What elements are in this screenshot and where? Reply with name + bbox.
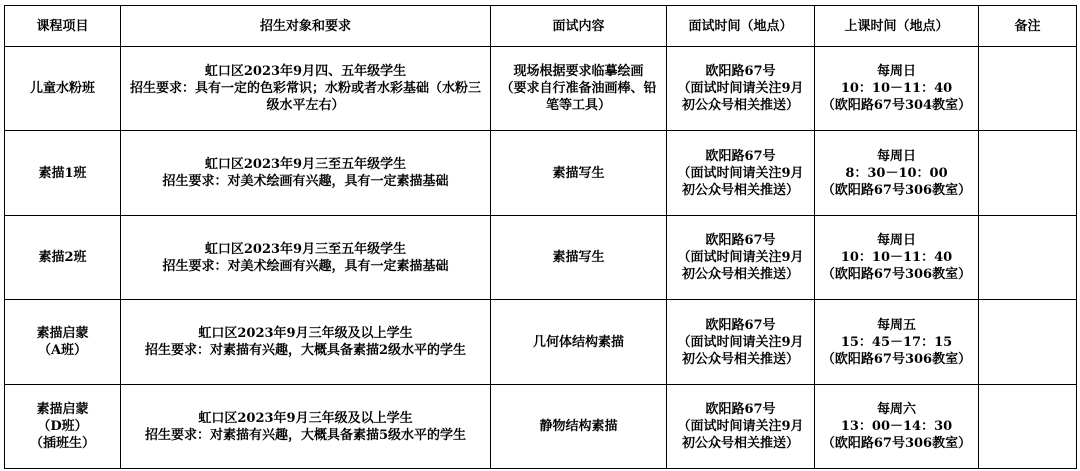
cell-class-time <box>815 47 979 131</box>
header-class-time: 上课时间（地点） <box>815 6 979 47</box>
interview-line: （要求自行准备油画棒、铅笔等工具） <box>500 81 657 113</box>
cell-class-time <box>815 216 979 300</box>
target-line: 虹口区2023年9月三年级及以上学生 <box>198 410 413 426</box>
cell-course <box>5 300 121 385</box>
cell-interview <box>491 300 667 385</box>
target-line: 虹口区2023年9月四、五年级学生 <box>204 64 407 79</box>
course-name: 素描1班 <box>38 165 87 181</box>
target-line: 虹口区2023年9月三至五年级学生 <box>204 241 407 257</box>
target-requirement: 招生要求：对美术绘画有兴趣，具有一定素描基础 <box>162 174 449 189</box>
interview-location: 欧阳路67号 <box>705 64 776 79</box>
target-requirement: 招生要求：对美术绘画有兴趣，具有一定素描基础 <box>162 258 449 274</box>
class-hours: 15：45－17：15 <box>840 334 953 350</box>
cell-note <box>979 47 1077 131</box>
class-room: （欧阳路67号306教室） <box>821 436 972 451</box>
table-row <box>5 216 1077 300</box>
course-name: 素描2班 <box>38 250 87 265</box>
header-interview-time: 面试时间（地点） <box>667 6 815 47</box>
cell-interview-time <box>667 385 815 469</box>
interview-line: 素描写生 <box>552 250 605 265</box>
class-day: 每周日 <box>876 148 916 164</box>
enrollment-table <box>4 5 1077 469</box>
cell-interview <box>491 216 667 300</box>
cell-course <box>5 131 121 216</box>
interview-time-note: （面试时间请关注9月初公众号相关推送） <box>677 419 804 451</box>
course-class: （D班） <box>37 419 88 434</box>
cell-note <box>979 131 1077 216</box>
cell-interview <box>491 131 667 216</box>
interview-line: 静物结构素描 <box>539 419 618 434</box>
interview-time-note: （面试时间请关注9月初公众号相关推送） <box>677 81 804 113</box>
interview-location: 欧阳路67号 <box>705 233 776 248</box>
cell-note <box>979 216 1077 300</box>
course-name: 儿童水粉班 <box>29 81 95 96</box>
cell-interview <box>491 47 667 131</box>
header-note: 备注 <box>979 6 1077 47</box>
table-row <box>5 385 1077 469</box>
cell-course <box>5 216 121 300</box>
header-interview: 面试内容 <box>491 6 667 47</box>
cell-interview <box>491 385 667 469</box>
cell-target <box>121 300 491 385</box>
course-extra: （插班生） <box>29 436 95 451</box>
cell-target <box>121 131 491 216</box>
target-requirement: 招生要求：具有一定的色彩常识；水粉或者水彩基础（水粉三级水平左右） <box>129 81 481 113</box>
header-target: 招生对象和要求 <box>121 6 491 47</box>
cell-interview-time <box>667 216 815 300</box>
class-hours: 8：30－10：00 <box>845 165 948 181</box>
cell-course <box>5 385 121 469</box>
class-day: 每周日 <box>876 64 916 79</box>
class-room: （欧阳路67号306教室） <box>821 267 972 282</box>
cell-note <box>979 385 1077 469</box>
header-row <box>5 6 1077 47</box>
interview-time-note: （面试时间请关注9月初公众号相关推送） <box>677 165 804 198</box>
cell-interview-time <box>667 131 815 216</box>
cell-course <box>5 47 121 131</box>
class-day: 每周六 <box>876 402 916 417</box>
class-room: （欧阳路67号304教室） <box>821 98 972 113</box>
interview-location: 欧阳路67号 <box>705 148 776 164</box>
interview-line: 现场根据要求临摹绘画 <box>513 64 644 79</box>
cell-interview-time <box>667 300 815 385</box>
class-day: 每周五 <box>876 317 916 333</box>
target-requirement: 招生要求：对素描有兴趣，大概具备素描2级水平的学生 <box>144 343 467 358</box>
course-name: 素描启蒙 <box>36 402 89 417</box>
cell-class-time <box>815 385 979 469</box>
table-row <box>5 47 1077 131</box>
cell-target <box>121 216 491 300</box>
header-course: 课程项目 <box>5 6 121 47</box>
table-row <box>5 300 1077 385</box>
target-line: 虹口区2023年9月三至五年级学生 <box>204 157 407 172</box>
cell-class-time <box>815 131 979 216</box>
cell-target <box>121 385 491 469</box>
course-name: 素描启蒙 <box>36 326 89 341</box>
interview-line: 几何体结构素描 <box>532 334 624 350</box>
interview-time-note: （面试时间请关注9月初公众号相关推送） <box>677 250 804 282</box>
class-hours: 10：10－11：40 <box>840 81 953 96</box>
interview-line: 素描写生 <box>552 165 605 181</box>
cell-interview-time <box>667 47 815 131</box>
class-hours: 10：10－11：40 <box>840 250 953 265</box>
class-day: 每周日 <box>876 233 916 248</box>
interview-location: 欧阳路67号 <box>705 317 776 333</box>
target-line: 虹口区2023年9月三年级及以上学生 <box>198 326 413 341</box>
cell-note <box>979 300 1077 385</box>
cell-class-time <box>815 300 979 385</box>
class-room: （欧阳路67号306教室） <box>821 182 972 198</box>
interview-location: 欧阳路67号 <box>705 402 776 417</box>
target-requirement: 招生要求：对素描有兴趣，大概具备素描5级水平的学生 <box>144 427 467 443</box>
cell-target <box>121 47 491 131</box>
class-hours: 13：00－14：30 <box>840 419 953 434</box>
interview-time-note: （面试时间请关注9月初公众号相关推送） <box>677 334 804 367</box>
course-class: （A班） <box>37 343 88 358</box>
class-room: （欧阳路67号306教室） <box>821 351 972 367</box>
table-row <box>5 131 1077 216</box>
